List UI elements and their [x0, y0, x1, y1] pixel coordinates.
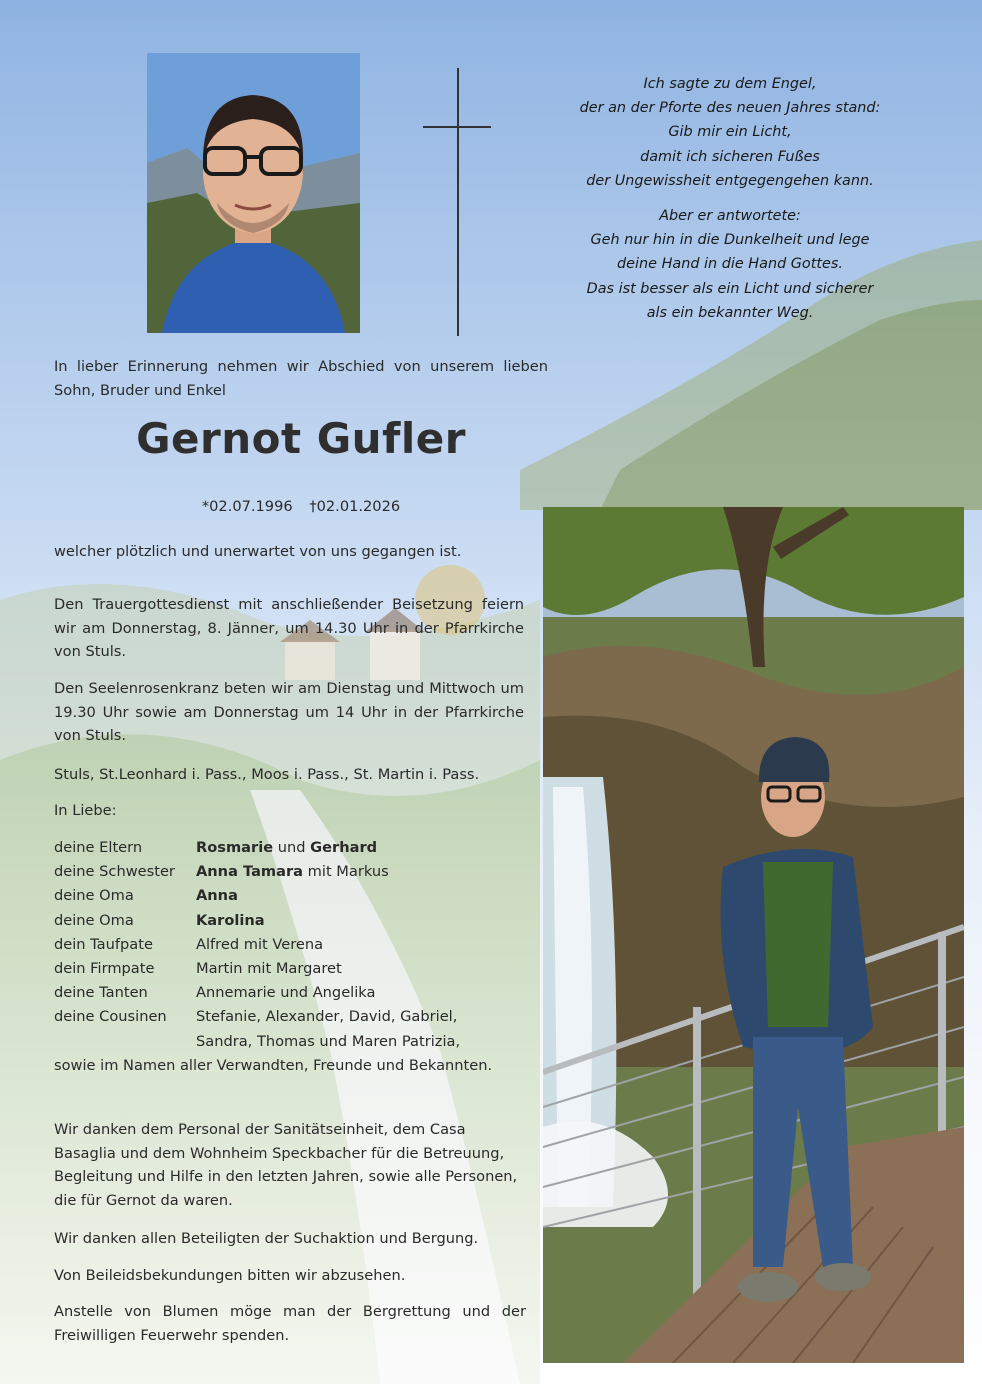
- in-liebe-label: In Liebe:: [54, 802, 117, 819]
- poem-line: als ein bekannter Weg.: [646, 304, 814, 321]
- family-relation: deine Tanten: [54, 984, 148, 1002]
- family-relation: dein Taufpate: [54, 935, 153, 953]
- poem-line: deine Hand in die Hand Gottes.: [617, 256, 843, 273]
- family-row: [54, 957, 534, 981]
- thanks-search-text: Wir danken allen Beteiligten der Suchaktion und Bergung.: [54, 1230, 479, 1247]
- family-row: [54, 933, 534, 957]
- poem-line: Ich sagte zu dem Engel,: [643, 76, 817, 92]
- family-row: [54, 1030, 534, 1054]
- family-names: Annemarie und Angelika: [196, 984, 376, 1002]
- family-row: [54, 981, 534, 1005]
- poem-line: Aber er antwortete:: [659, 208, 801, 225]
- poem-stanza: [540, 72, 920, 193]
- family-relation: deine Cousinen: [54, 1008, 167, 1026]
- death-date: †02.01.2026: [309, 498, 401, 515]
- cross-vertical-bar: [457, 68, 459, 336]
- poem-line: der an der Pforte des neuen Jahres stand:: [579, 100, 881, 117]
- portrait-photo: [147, 53, 360, 333]
- condolences-text: Von Beileidsbekundungen bitten wir abzusehen.: [54, 1267, 406, 1284]
- family-relation: deine Eltern: [54, 839, 143, 856]
- rosary-text: Den Seelenrosenkranz beten wir am Dienstag und Mittwoch um 19.30 Uhr sowie am Donnerstag um 14 Uhr in der Pfarrkirche von Stuls.: [54, 680, 524, 745]
- family-relation: deine Oma: [54, 887, 134, 905]
- family-list: [54, 836, 534, 1078]
- family-row: [54, 860, 534, 884]
- poem-stanza: [540, 204, 920, 325]
- family-relation: deine Oma: [54, 911, 134, 929]
- family-relation: deine Schwester: [54, 863, 175, 881]
- family-names: Rosmarie und Gerhard: [196, 839, 378, 856]
- poem-line: damit ich sicheren Fußes: [640, 148, 820, 165]
- thanks-staff-text: Wir danken dem Personal der Sanitätseinheit, dem Casa Basaglia und dem Wohnheim Speckbacher für die Betreuung, Begleitung und Hilfe in den letzten Jahren, sowie alle Personen, die für Gernot da waren.: [54, 1121, 518, 1209]
- family-names: Anna: [196, 887, 238, 905]
- intro-text: In lieber Erinnerung nehmen wir Abschied von unserem lieben Sohn, Bruder und Enkel: [54, 358, 548, 399]
- family-names: Karolina: [196, 911, 265, 929]
- life-dates: [54, 498, 548, 515]
- deceased-name: Gernot Gufler: [136, 414, 466, 463]
- funeral-service-text: Den Trauergottesdienst mit anschließender Beisetzung feiern wir am Donnerstag, 8. Jänner, um 14.30 Uhr in der Pfarrkirche von Stuls.: [54, 596, 524, 661]
- poem-line: Das ist besser als ein Licht und sicherer: [586, 280, 874, 297]
- family-relation: dein Firmpate: [54, 960, 155, 978]
- family-names: Martin mit Margaret: [196, 960, 342, 978]
- family-row: [54, 1005, 534, 1029]
- poem-line: Geh nur hin in die Dunkelheit und lege: [590, 232, 870, 249]
- places-text: Stuls, St.Leonhard i. Pass., Moos i. Pass., St. Martin i. Pass.: [54, 766, 480, 783]
- family-names: Stefanie, Alexander, David, Gabriel,: [196, 1008, 458, 1026]
- family-relation: [54, 1030, 196, 1054]
- poem-line: Gib mir ein Licht,: [668, 124, 792, 141]
- passing-text: welcher plötzlich und unerwartet von uns gegangen ist.: [54, 543, 462, 560]
- outdoor-photo: [543, 507, 964, 1363]
- poem: [540, 72, 920, 336]
- poem-line: der Ungewissheit entgegengehen kann.: [586, 172, 874, 189]
- family-names: Alfred mit Verena: [196, 935, 324, 953]
- family-names: Anna Tamara mit Markus: [196, 863, 389, 881]
- birth-date: *02.07.1996: [201, 498, 293, 515]
- family-names: Sandra, Thomas und Maren Patrizia,: [196, 1032, 461, 1050]
- flowers-donation-text: Anstelle von Blumen möge man der Bergrettung und der Freiwilligen Feuerwehr spenden.: [54, 1303, 526, 1344]
- family-row: [54, 836, 534, 860]
- family-closing-text: sowie im Namen aller Verwandten, Freunde und Bekannten.: [54, 1056, 493, 1074]
- cross-horizontal-bar: [423, 126, 491, 128]
- family-row: [54, 884, 534, 908]
- family-row: [54, 909, 534, 933]
